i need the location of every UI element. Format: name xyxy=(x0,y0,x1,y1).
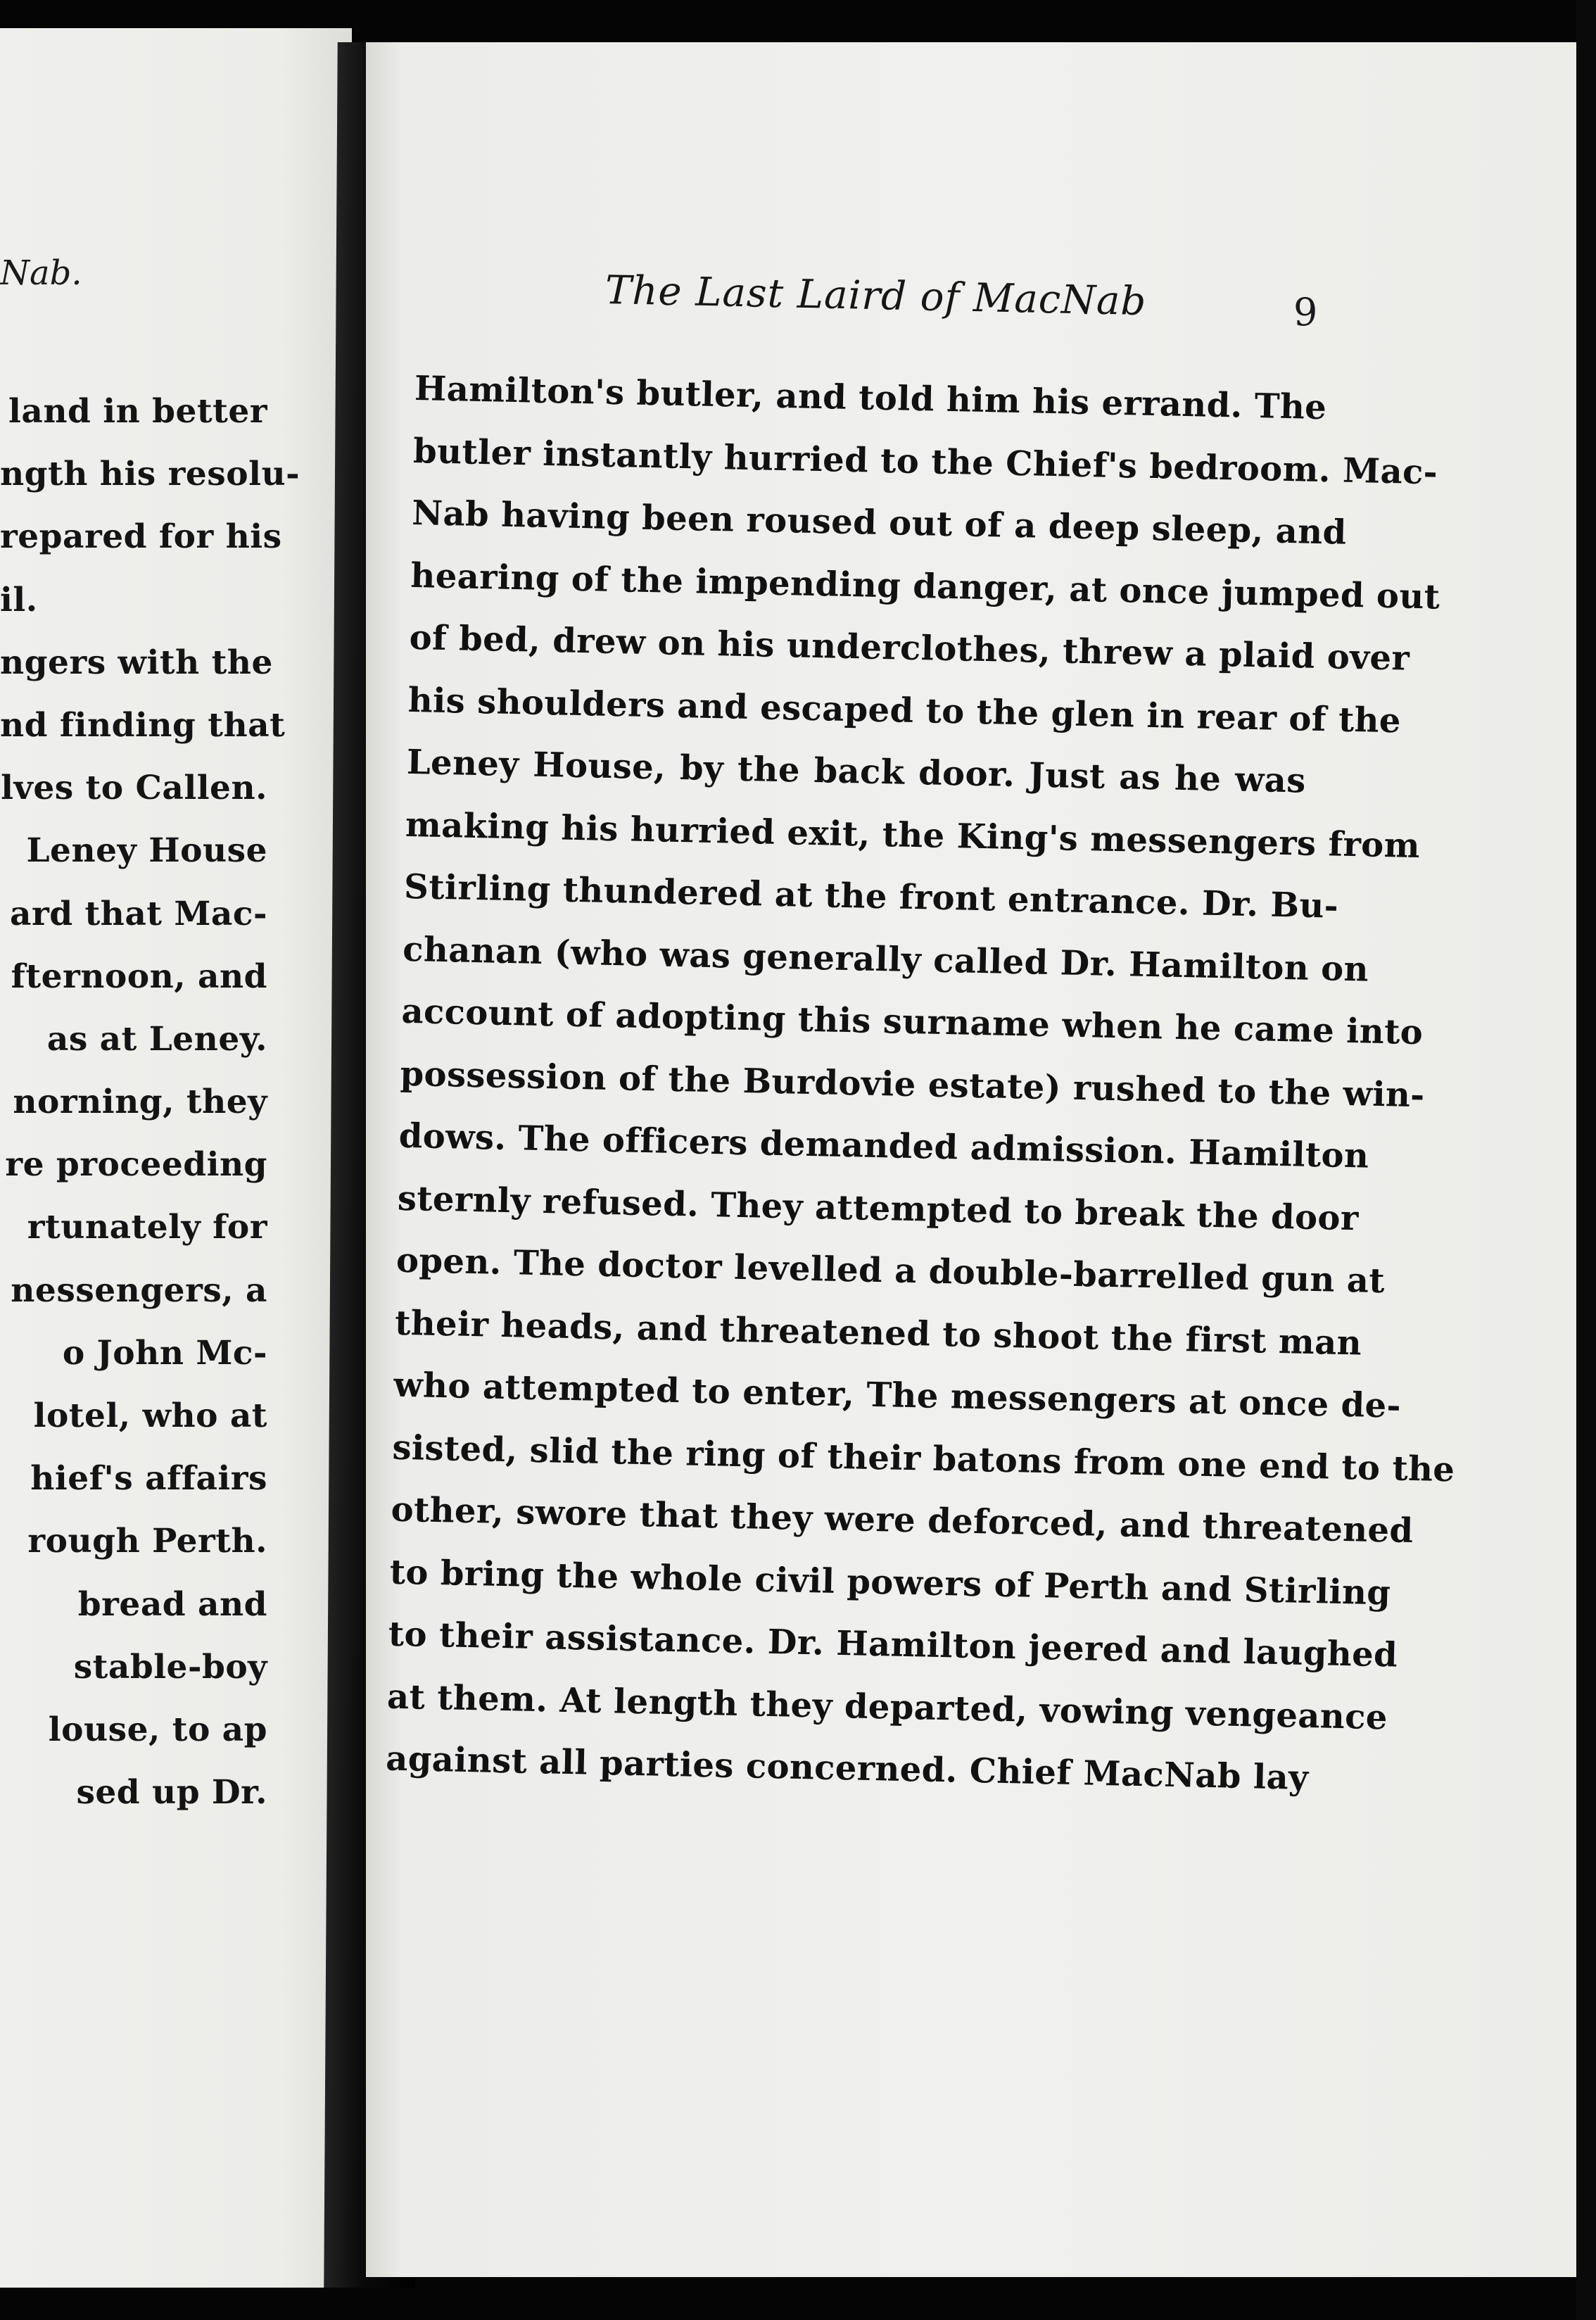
text-line: hearing of the impending danger, at once jumped out xyxy=(410,555,1440,617)
text-line: nessengers, a xyxy=(11,1271,267,1310)
text-line: stable-boy xyxy=(73,1647,267,1687)
text-line: Leney House xyxy=(26,831,267,871)
left-running-head: Nab. xyxy=(0,253,82,293)
text-line: louse, to ap xyxy=(48,1710,267,1749)
text-line: open. The doctor levelled a double-barrelled gun at xyxy=(395,1240,1386,1301)
scan-edge xyxy=(1576,0,1596,2320)
text-line: hief's affairs xyxy=(30,1459,267,1499)
text-line: ngth his resolu- xyxy=(0,455,300,494)
text-line: sisted, slid the ring of their batons from one end to the xyxy=(391,1427,1455,1489)
text-line: to bring the whole civil powers of Perth and Stirling xyxy=(389,1552,1391,1613)
text-line: as at Leney. xyxy=(46,1019,267,1059)
text-line: sed up Dr. xyxy=(76,1773,267,1812)
text-line: his shoulders and escaped to the glen in rear of the xyxy=(407,680,1402,740)
text-line: ard that Mac- xyxy=(10,894,267,933)
text-line: butler instantly hurried to the Chief's bedroom. Mac- xyxy=(412,431,1438,492)
text-line: ngers with the xyxy=(0,643,273,682)
left-page-text xyxy=(0,380,300,1824)
text-line: lotel, who at xyxy=(33,1397,267,1435)
page-number: 9 xyxy=(1293,290,1318,334)
text-line: their heads, and threatened to shoot the first man xyxy=(394,1303,1362,1363)
text-line: rough Perth. xyxy=(27,1522,267,1561)
text-line: rtunately for xyxy=(27,1208,267,1247)
text-line: land in better xyxy=(8,392,267,431)
text-line: Leney House, by the back door. Just as he was xyxy=(406,742,1307,801)
text-line: account of adopting this surname when he came into xyxy=(400,991,1424,1053)
text-line: Nab having been roused out of a deep sleep, and xyxy=(411,493,1348,553)
text-line: sternly refused. They attempted to break the door xyxy=(397,1178,1360,1238)
text-line: nd finding that xyxy=(0,705,286,745)
text-line: norning, they xyxy=(13,1083,267,1122)
left-page xyxy=(0,28,352,2288)
text-line: dows. The officers demanded admission. Hamilton xyxy=(398,1116,1369,1176)
text-line: at them. At length they departed, vowing vengeance xyxy=(386,1677,1388,1737)
text-line: who attempted to enter, The messengers at once de- xyxy=(393,1365,1402,1426)
text-line: Hamilton's butler, and told him his errand. The xyxy=(414,368,1327,428)
text-line: Stirling thundered at the front entrance. Dr. Bu- xyxy=(403,866,1339,926)
text-line: other, swore that they were deforced, and threatened xyxy=(391,1489,1414,1551)
running-head: The Last Laird of MacNab xyxy=(604,267,1147,325)
text-line: of bed, drew on his underclothes, threw a plaid over xyxy=(409,617,1410,679)
text-line: making his hurried exit, the King's messengers from xyxy=(405,805,1421,866)
body-text xyxy=(385,358,1455,1809)
text-line: chanan (who was generally called Dr. Hamilton on xyxy=(402,929,1369,990)
text-line: repared for his xyxy=(0,517,282,557)
text-line: to their assistance. Dr. Hamilton jeered and laughed xyxy=(388,1614,1398,1675)
text-line: o John Mc- xyxy=(62,1333,267,1373)
text-line: re proceeding xyxy=(5,1145,267,1185)
text-line: fternoon, and xyxy=(11,957,267,996)
text-line: bread and xyxy=(77,1584,267,1624)
text-line: possession of the Burdovie estate) rushed to the win- xyxy=(400,1054,1426,1115)
text-line: lves to Callen. xyxy=(1,769,267,808)
text-line: il. xyxy=(0,580,38,619)
text-line: against all parties concerned. Chief MacNab lay xyxy=(385,1739,1309,1798)
